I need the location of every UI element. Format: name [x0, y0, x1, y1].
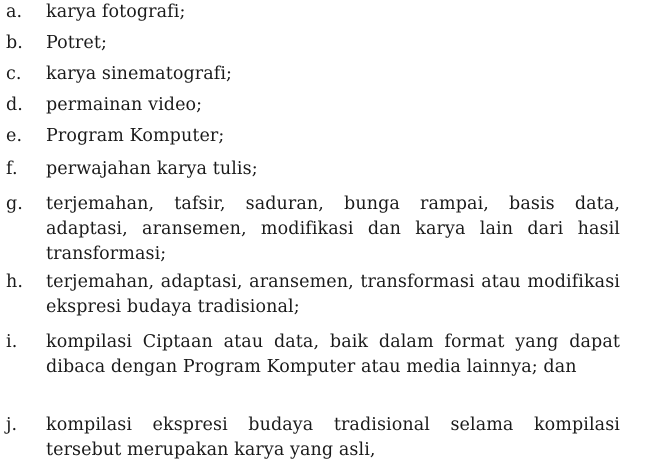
list-item-text: kompilasi ekspresi budaya tradisional selama kompilasi tersebut merupakan karya yang asli, [46, 415, 620, 460]
list-marker: e. [6, 126, 23, 146]
list-item-text: kompilasi Ciptaan atau data, baik dalam format yang dapat dibaca dengan Program Komputer atau media lainnya; dan [46, 332, 620, 377]
list-marker: h. [6, 272, 24, 292]
list-item-text: karya sinematografi; [46, 64, 233, 84]
list-marker: b. [6, 33, 23, 53]
list-marker: i. [6, 332, 18, 352]
list-item-text: permainan video; [46, 95, 203, 115]
list-item-text: perwajahan karya tulis; [46, 159, 258, 179]
list-item-text: terjemahan, tafsir, saduran, bunga rampai, basis data, adaptasi, aransemen, modifikasi dan karya lain dari hasil transformasi; [46, 194, 620, 264]
list-marker: j. [6, 415, 18, 435]
list-marker: a. [6, 2, 23, 22]
list-marker: f. [6, 159, 18, 179]
list-item-text: karya fotografi; [46, 2, 186, 22]
list-marker: c. [6, 64, 22, 84]
list-item-text: Program Komputer; [46, 126, 225, 146]
list-item-text: terjemahan, adaptasi, aransemen, transformasi atau modifikasi ekspresi budaya tradisional; [46, 272, 620, 317]
list-item-text: Potret; [46, 33, 107, 53]
list-marker: g. [6, 194, 23, 214]
list-marker: d. [6, 95, 23, 115]
